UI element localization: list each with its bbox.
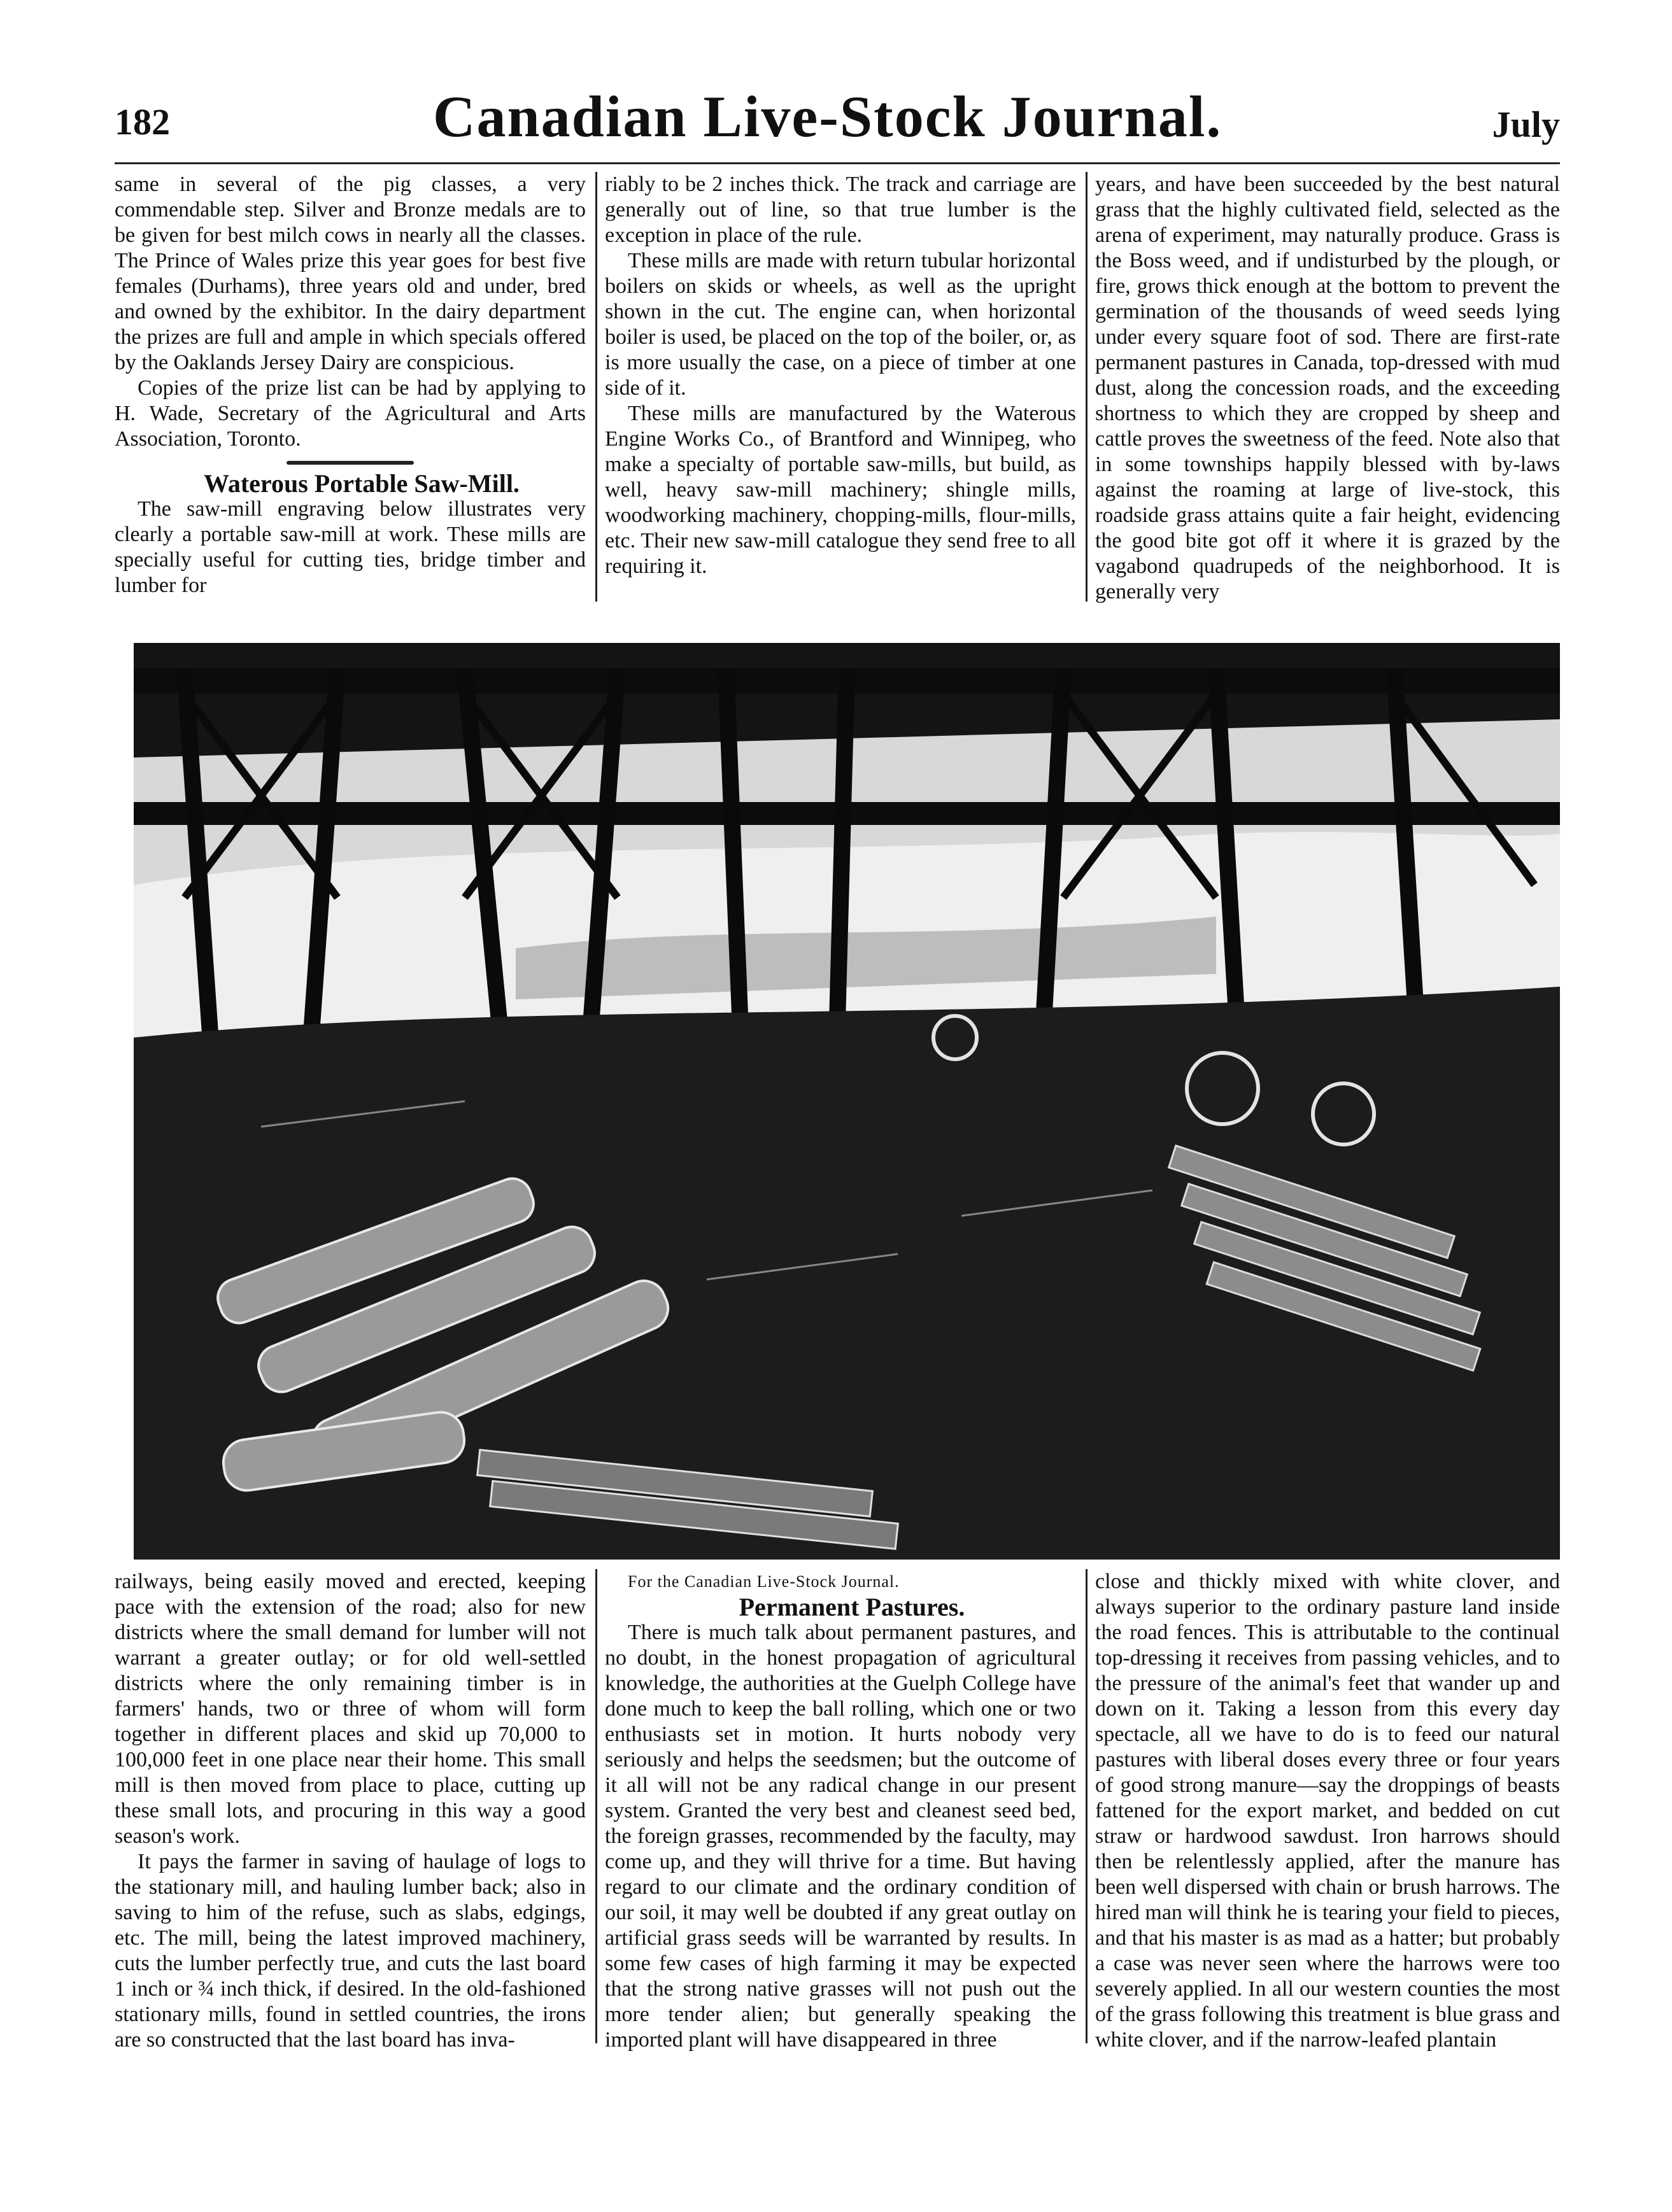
page-number: 182: [115, 101, 170, 143]
manufacturer-paragraph: These mills are manufactured by the Waterous Engine Works Co., of Brantford and Winnipeg, who make a specialty of portable saw-mills, but build, as well, heavy saw-mill machinery; shingle mills, woodworking machinery, chopping-mills, flour-mills, etc. Their new saw-mill catalogue they send free to all requiring it.: [605, 402, 1076, 578]
prize-list-paragraph: same in several of the pig classes, a very commendable step. Silver and Bronze medals are to be given for best milch cows in nearly all the classes. The Prince of Wales prize this year goes for best five females (Durhams), three years old and under, bred and owned by the exhibitor. In the dairy department the prizes are full and ample in which specials offered by the Oaklands Jersey Dairy are conspicious.: [115, 173, 586, 374]
sawmill-engraving: [134, 643, 1560, 1560]
bottom-column-3: [1095, 1569, 1560, 2053]
prize-list-copies-paragraph: Copies of the prize list can be had by applying to H. Wade, Secretary of the Agricultural and Arts Association, Toronto.: [115, 376, 586, 451]
pastures-continued-paragraph: years, and have been succeeded by the best natural grass that the highly cultivated field, selected as the arena of experiment, may naturally produce. Grass is the Boss weed, and if undisturbed by the plough, or fire, grows thick enough at the bottom to prevent the germination of the thousands of weed seeds lying under every square foot of sod. There are first-rate permanent pastures in Canada, top-dressed with mud dust, along the concession roads, and the exceeding shortness to which they are cropped by sheep and cattle proves the sweetness of the feed. Note also that in some townships happily blessed with by-laws against the roaming at large of live-stock, this roadside grass attains quite a fair height, evidencing the good bite got off it where it is grazed by the vagabond quadrupeds of the neighborhood. It is generally very: [1095, 173, 1560, 603]
bottom-column-2: [605, 1569, 1076, 2053]
pastures-headline: Permanent Pastures.: [739, 1593, 965, 1621]
sawmill-headline: Waterous Portable Saw-Mill.: [204, 469, 520, 498]
top-column-1: [115, 172, 586, 598]
section-divider: [287, 461, 414, 465]
issue-month: July: [1492, 104, 1560, 145]
column-divider: [1086, 172, 1088, 602]
page-header: [115, 83, 1560, 153]
column-divider: [1086, 1569, 1088, 2043]
boiler-paragraph: These mills are made with return tubular horizontal boilers on skids or wheels, as well as the upright shown in the cut. The engine can, when horizontal boiler is used, be placed on the top of the boiler, or, as is more usually the case, on a piece of timber at one side of it.: [605, 249, 1076, 400]
column-divider: [595, 1569, 597, 2043]
bottom-column-1: [115, 1569, 586, 2053]
roadside-grass-paragraph: close and thickly mixed with white clover, and always superior to the ordinary pasture land inside the road fences. This is attributable to the continual top-dressing it receives from passing vehicles, and to the pressure of the animal's feet that wander up and down on it. Taking a lesson from this every day spectacle, all we have to do is to feed our natural pastures with liberal doses every three or four years of good strong manure—say the droppings of beasts fattened for the export market, and bedded on cut straw or hardwood sawdust. Iron harrows should then be relentlessly applied, after the manure has been well dispersed with chain or brush harrows. The hired man will think he is tearing your field to pieces, and that his master is as mad as a hatter; but probably a case was never seen where the harrows were too severely applied. In all our western counties the most of the grass following this treatment is blue grass and white clover, and if the narrow-leafed plantain: [1095, 1570, 1560, 2052]
top-column-3: [1095, 172, 1560, 605]
header-rule: [115, 162, 1560, 164]
sawmill-uses-paragraph: railways, being easily moved and erected, keeping pace with the extension of the road; also for new districts where the small demand for lumber will not warrant a greater outlay; or for old well-settled districts where the only remaining timber is in farmers' hands, two or three of whom will form together in different places and skid up 70,000 to 100,000 feet in one place near their home. This small mill is then moved from place to place, cutting up these small lots, and procuring in this way a good season's work.: [115, 1570, 586, 1848]
column-divider: [595, 172, 597, 602]
journal-title: Canadian Live-Stock Journal.: [433, 84, 1222, 149]
farmer-savings-paragraph: It pays the farmer in saving of haulage of logs to the stationary mill, and hauling lumber back; also in saving to him of the refuse, such as slabs, edgings, etc. The mill, being the latest improved machinery, cuts the lumber perfectly true, and cuts the last board 1 inch or ¾ inch thick, if desired. In the old-fashioned stationary mills, found in settled countries, the irons are so constructed that the last board has inva-: [115, 1850, 586, 2052]
top-column-2: [605, 172, 1076, 579]
sawmill-engraving-illustration: [134, 643, 1560, 1560]
pastures-intro-paragraph: There is much talk about permanent pastures, and no doubt, in the honest propagation of agricultural knowledge, the authorities at the Guelph College have done much to keep the ball rolling, which one or two enthusiasts set in motion. It hurts nobody very seriously and helps the seedsmen; but the outcome of it all will not be any radical change in our present system. Granted the very best and cleanest seed bed, the foreign grasses, recommended by the faculty, may come up, and they will thrive for a time. But having regard to our climate and the ordinary condition of our soil, it may well be doubted if any great outlay on artificial grass seeds will be warranted by results. In some few cases of high farming it may be expected that the strong native grasses will not push out the more tender alien; but generally speaking the imported plant will have disappeared in three: [605, 1621, 1076, 2052]
sawmill-continued-paragraph: riably to be 2 inches thick. The track and carriage are generally out of line, so that true lumber is the exception in place of the rule.: [605, 173, 1076, 247]
sawmill-intro-paragraph: The saw-mill engraving below illustrates very clearly a portable saw-mill at work. These mills are specially useful for cutting ties, bridge timber and lumber for: [115, 497, 586, 597]
byline-kicker: For the Canadian Live-Stock Journal.: [628, 1572, 900, 1591]
